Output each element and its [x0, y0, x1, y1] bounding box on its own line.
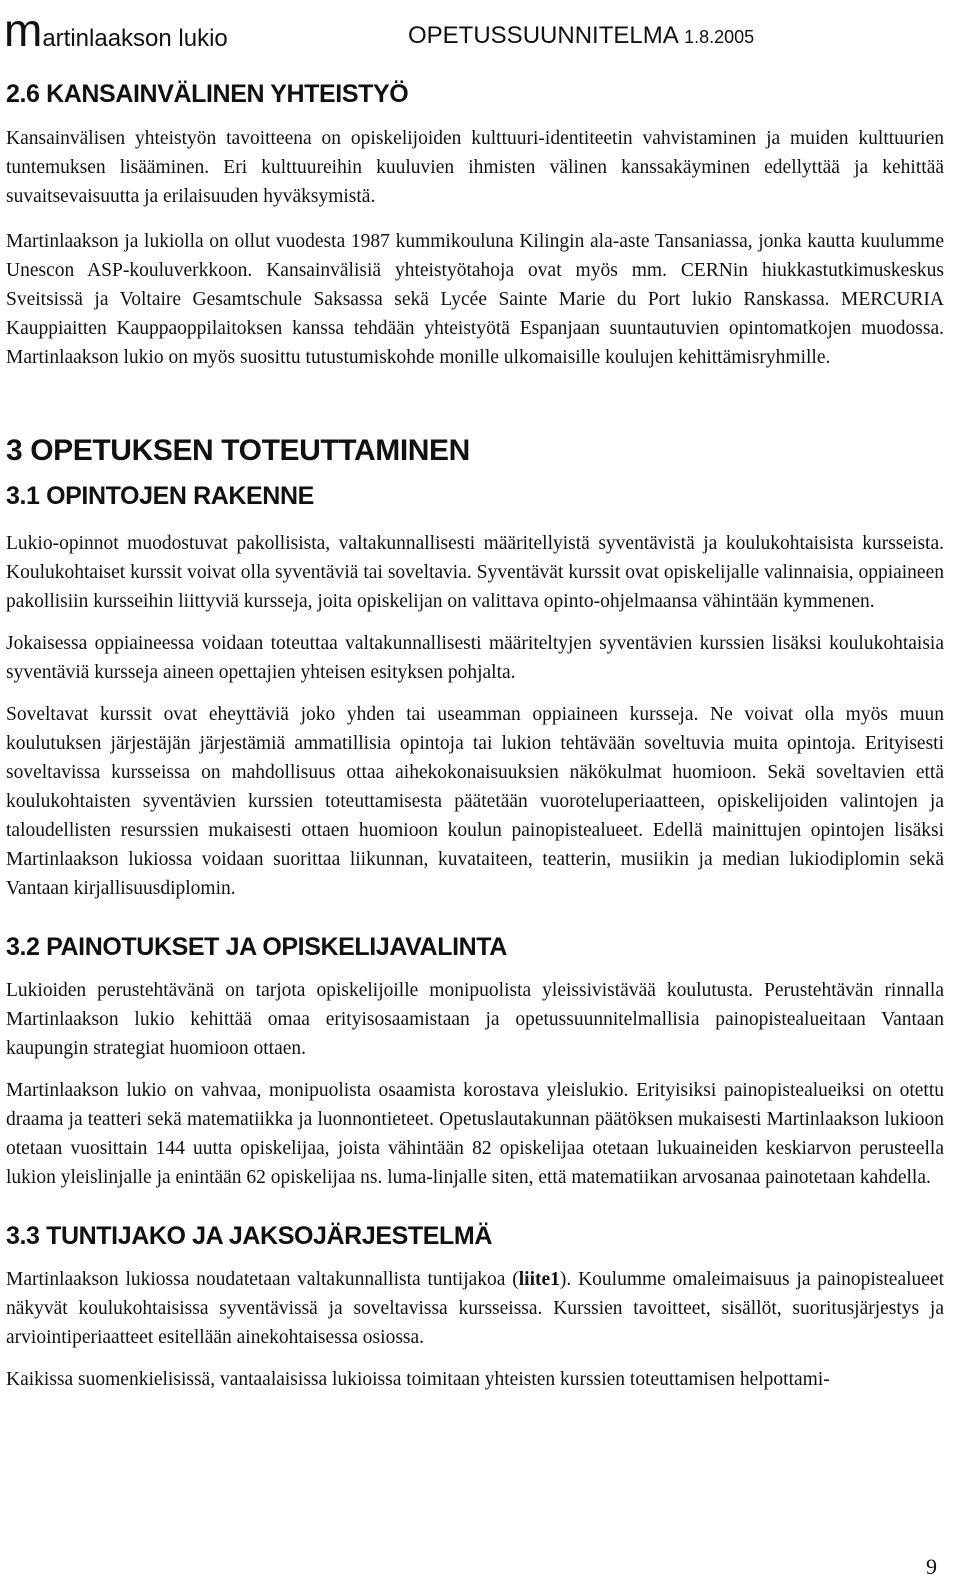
appendix-reference: liite1: [518, 1269, 560, 1290]
page-header: [4, 4, 954, 56]
text-run: Martinlaakson lukiossa noudatetaan valtakunnallista tuntijakoa (: [6, 1269, 519, 1290]
paragraph: [6, 1265, 944, 1352]
section-heading-3-3: 3.3 TUNTIJAKO JA JAKSOJÄRJESTELMÄ: [6, 1222, 492, 1250]
paragraph: Soveltavat kurssit ovat eheyttäviä joko yhden tai useamman oppiaineen kursseja. Ne voivat olla myös muun koulutuksen järjestäjän järjestämiä ammatillisia opintoja tai lukion tehtävään soveltuvia muita opintoja. Erityisesti soveltavissa kursseissa on mahdollisuus ottaa aihekokonaisuuksien näkökulmat huomioon. Sekä soveltavien että koulukohtaisten syventävien kurssien toteuttamisesta päätetään vuoroteluperiaatteen, opiskelijoiden valintojen ja taloudellisten resurssien mukaisesti ottaen huomioon koulun painopistealueet. Edellä mainittujen opintojen lisäksi Martinlaakson lukiossa voidaan suorittaa liikunnan, kuvataiteen, teatterin, musiikin ja median lukiodiplomin sekä Vantaan kirjallisuusdiplomin.: [6, 704, 944, 899]
document-title-text: OPETUSSUUNNITELMA: [408, 22, 678, 49]
section-heading-2-6: 2.6 KANSAINVÄLINEN YHTEISTYÖ: [6, 80, 409, 108]
document-body: [6, 80, 944, 1394]
section-heading-3-2: 3.2 PAINOTUKSET JA OPISKELIJAVALINTA: [6, 933, 507, 961]
paragraph: Martinlaakson lukio on vahvaa, monipuolista osaamista korostava yleislukio. Erityisiksi painopistealueiksi on otettu draama ja teatteri sekä matematiikka ja luonnontieteet. Opetuslautakunnan päätöksen mukaisesti Martinlaakson lukioon otetaan vuosittain 144 uutta opiskelijaa, joista vähintään 82 opiskelijaa otetaan lukuaineiden keskiarvon perusteella lukion yleislinjalle ja enintään 62 opiskelijaa ns. luma-linjalle siten, että matematiikan arvosanaa painotetaan kahdella.: [6, 1080, 944, 1188]
page-number: 9: [926, 1554, 937, 1579]
document-version: 1.8.2005: [684, 27, 755, 47]
school-name: [4, 4, 228, 61]
section-heading-3-1: 3.1 OPINTOJEN RAKENNE: [6, 482, 314, 510]
school-name-rest: artinlaakson lukio: [42, 25, 228, 52]
paragraph: Martinlaakson ja lukiolla on ollut vuodesta 1987 kummikouluna Kilingin ala-aste Tansaniassa, jonka kautta kuulumme Unescon ASP-kouluverkkoon. Kansainvälisiä yhteistyötahoja ovat myös mm. CERNin hiukkastutkimuskeskus Sveitsissä ja Voltaire Gesamtschule Saksassa sekä Lycée Sainte Marie du Port lukio Ranskassa. MERCURIA Kauppiaitten Kauppaoppilaitoksen kanssa tehdään yhteistyötä Espanjaan suuntautuvien opintomatkojen muodossa. Martinlaakson lukio on myös suosittu tutustumiskohde monille ulkomaisille koulujen kehittämisryhmille.: [6, 231, 944, 368]
paragraph: Kansainvälisen yhteistyön tavoitteena on opiskelijoiden kulttuuri-identiteetin vahvistaminen ja muiden kulttuurien tuntemuksen lisääminen. Eri kulttuureihin kuuluvien ihmisten välinen kanssakäyminen edellyttää ja kehittää suvaitsevaisuutta ja erilaisuuden hyväksymistä.: [6, 128, 944, 207]
text-run: ). Koulumme omaleimaisuus ja painopistealueet näkyvät koulukohtaisissa syventävissä ja soveltavissa kursseissa. Kurssien tavoitteet, sisällöt, suoritusjärjestys ja arviointiperiaatteet esitellään ainekohtaisessa osiossa.: [6, 1269, 945, 1348]
paragraph: Lukioiden perustehtävänä on tarjota opiskelijoille monipuolista yleissivistävää koulutusta. Perustehtävän rinnalla Martinlaakson lukio kehittää omaa erityisosaamistaan ja opetussuunnitelmallisia painopistealueitaan Vantaan kaupungin strategiat huomioon ottaen.: [6, 980, 944, 1059]
chapter-heading-3: 3 OPETUKSEN TOTEUTTAMINEN: [6, 434, 470, 467]
paragraph: Jokaisessa oppiaineessa voidaan toteuttaa valtakunnallisesti määriteltyjen syventävien kurssien lisäksi koulukohtaisia syventäviä kursseja aineen opettajien yhteisen esityksen pohjalta.: [6, 633, 944, 683]
document-title: [408, 22, 754, 50]
school-name-initial: m: [4, 4, 43, 56]
paragraph: Lukio-opinnot muodostuvat pakollisista, valtakunnallisesti määritellyistä syventävistä ja koulukohtaisista kursseista. Koulukohtaiset kurssit voivat olla syventäviä tai soveltavia. Syventävät kurssit ovat opiskelijalle valinnaisia, oppiaineen pakollisiin kursseihin liittyviä kursseja, joita opiskelijan on valittava opinto-ohjelmaansa vähintään kymmenen.: [6, 533, 944, 612]
paragraph: Kaikissa suomenkielisissä, vantaalaisissa lukioissa toimitaan yhteisten kurssien toteuttamisen helpottami-: [6, 1369, 830, 1390]
